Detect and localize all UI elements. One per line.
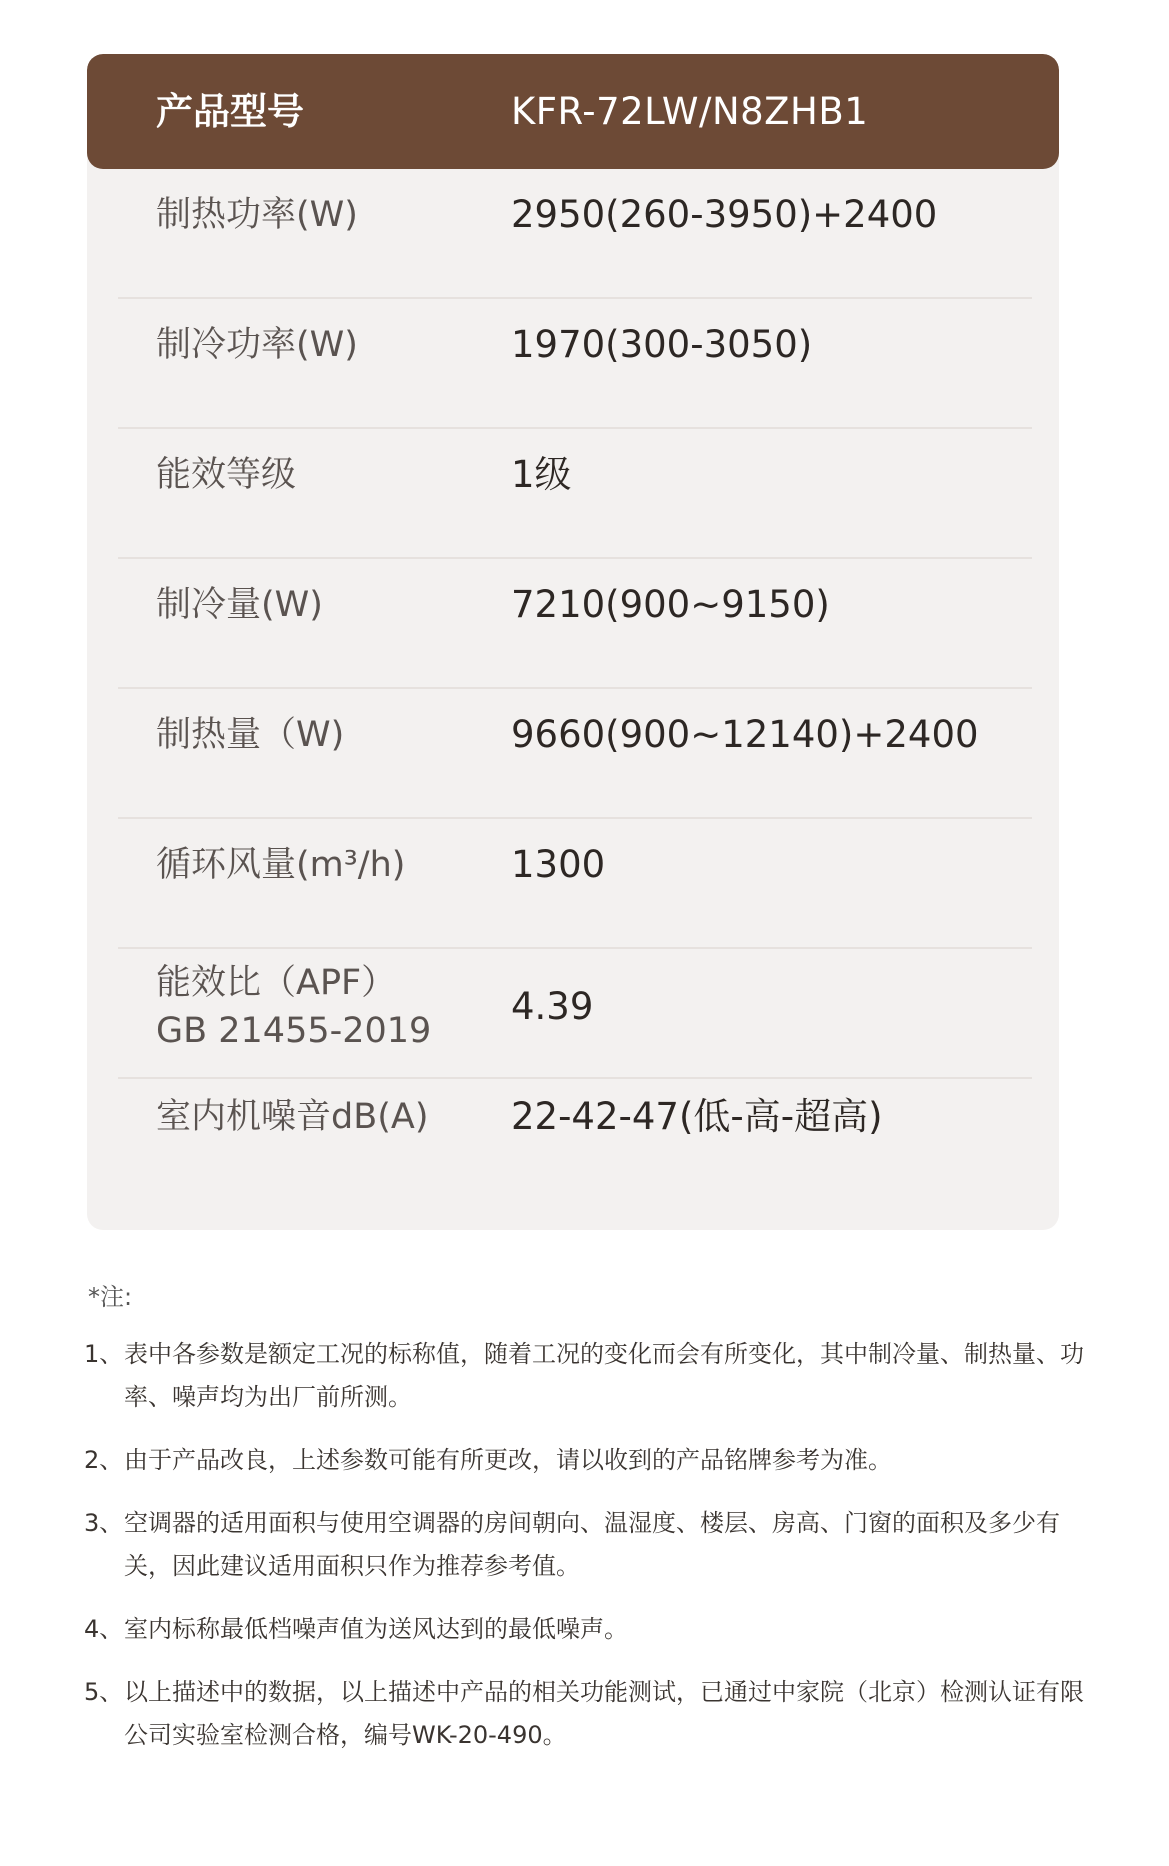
spec-label: 制冷量(W) xyxy=(156,585,323,625)
note-item xyxy=(84,1439,1094,1482)
spec-label xyxy=(156,959,431,1055)
spec-row-heating-power xyxy=(87,169,1059,299)
note-number: 5、 xyxy=(84,1678,124,1706)
spec-value: 2950(260-3950)+2400 xyxy=(511,193,938,236)
spec-table xyxy=(87,54,1059,1230)
spec-row-heating-capacity xyxy=(87,689,1059,819)
header-label: 产品型号 xyxy=(156,90,304,133)
spec-label-standard: GB 21455-2019 xyxy=(156,1011,432,1051)
note-number: 4、 xyxy=(84,1615,124,1643)
spec-value: 4.39 xyxy=(511,985,594,1028)
spec-row-apf xyxy=(87,949,1059,1079)
spec-label: 室内机噪音dB(A) xyxy=(156,1097,429,1137)
spec-row-energy-grade xyxy=(87,429,1059,559)
spec-table-header xyxy=(87,54,1059,169)
spec-label: 制热量（W) xyxy=(156,715,345,755)
note-number: 2、 xyxy=(84,1446,124,1474)
spec-label: 循环风量(m³/h) xyxy=(156,845,406,885)
spec-value: 1级 xyxy=(511,453,572,496)
spec-label: 制热功率(W) xyxy=(156,195,358,235)
note-number: 3、 xyxy=(84,1509,124,1537)
notes-section xyxy=(84,1276,1094,1757)
note-item xyxy=(84,1671,1094,1757)
note-text: 以上描述中的数据，以上描述中产品的相关功能测试，已通过中家院（北京）检测认证有限公司实验室检测合格，编号WK-20-490。 xyxy=(124,1678,1084,1749)
spec-label: 能效等级 xyxy=(156,455,297,495)
note-text: 由于产品改良，上述参数可能有所更改，请以收到的产品铭牌参考为准。 xyxy=(124,1446,892,1474)
spec-value: 7210(900~9150) xyxy=(511,583,830,626)
note-text: 表中各参数是额定工况的标称值，随着工况的变化而会有所变化，其中制冷量、制热量、功率、噪声均为出厂前所测。 xyxy=(124,1340,1084,1411)
spec-row-noise xyxy=(87,1079,1059,1209)
note-item xyxy=(84,1502,1094,1588)
spec-value: 9660(900~12140)+2400 xyxy=(511,713,979,756)
spec-row-cooling-power xyxy=(87,299,1059,429)
note-number: 1、 xyxy=(84,1340,124,1368)
note-text: 空调器的适用面积与使用空调器的房间朝向、温湿度、楼层、房高、门窗的面积及多少有关，因此建议适用面积只作为推荐参考值。 xyxy=(124,1509,1060,1580)
note-item xyxy=(84,1333,1094,1419)
spec-value: 22-42-47(低-高-超高) xyxy=(511,1095,883,1138)
notes-title: *注: xyxy=(88,1283,133,1311)
spec-value: 1970(300-3050) xyxy=(511,323,813,366)
spec-row-cooling-capacity xyxy=(87,559,1059,689)
spec-row-airflow xyxy=(87,819,1059,949)
spec-label: 制冷功率(W) xyxy=(156,325,358,365)
spec-value: 1300 xyxy=(511,843,606,886)
spec-label-main: 能效比（APF） xyxy=(156,963,397,1003)
note-item xyxy=(84,1608,1094,1651)
model-number: KFR-72LW/N8ZHB1 xyxy=(511,90,869,133)
note-text: 室内标称最低档噪声值为送风达到的最低噪声。 xyxy=(124,1615,628,1643)
